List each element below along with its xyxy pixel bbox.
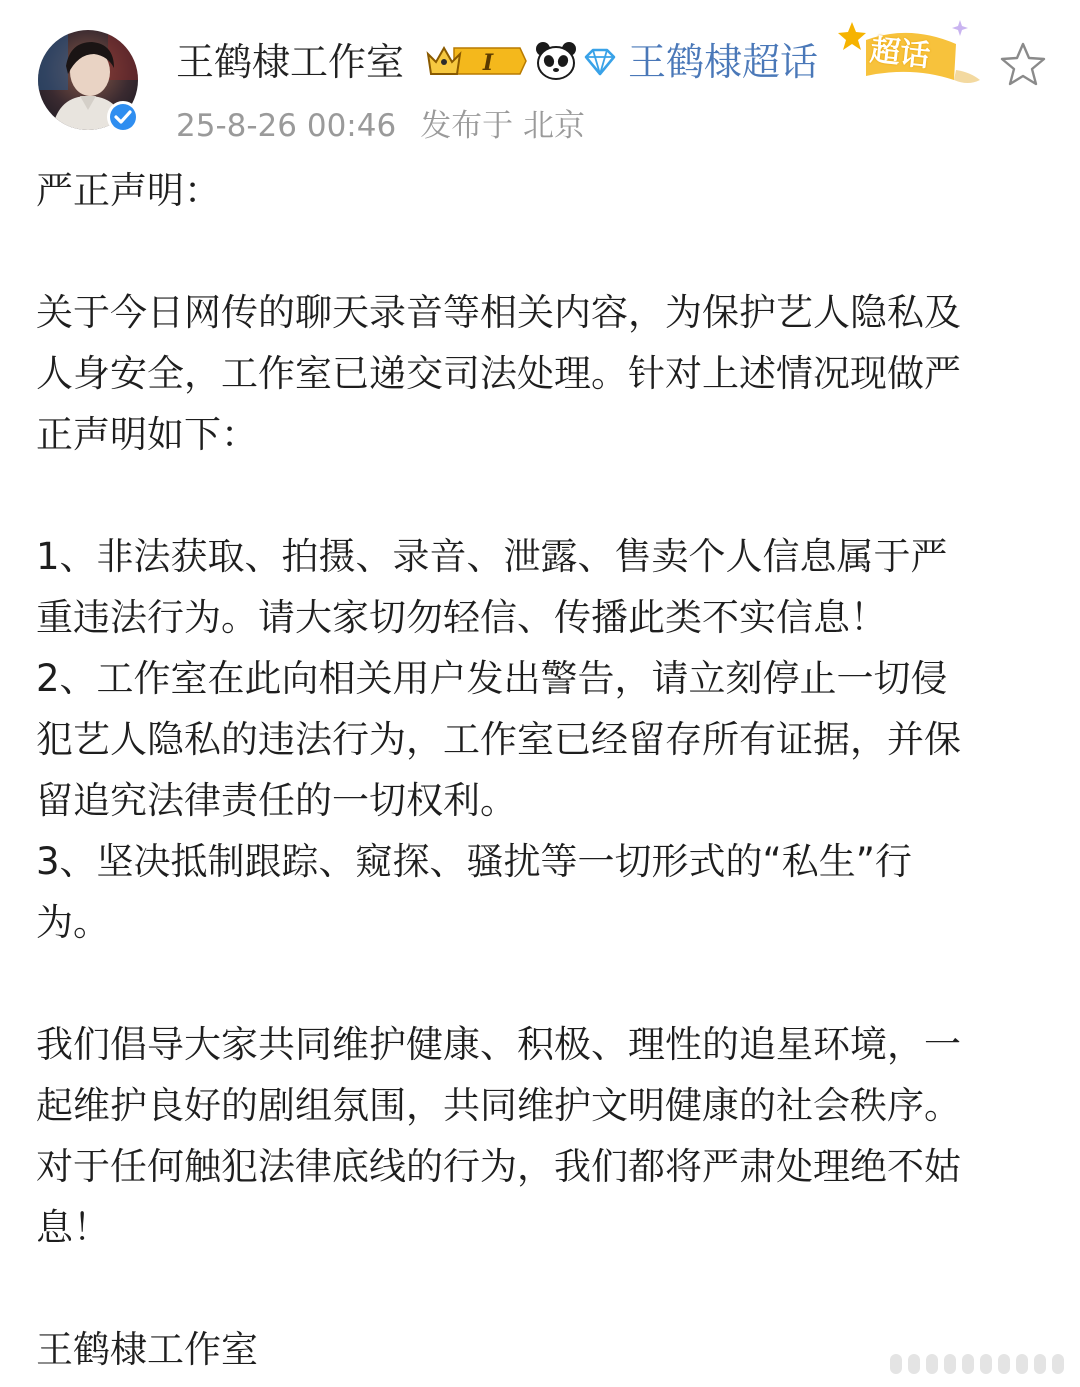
crown-badge-icon[interactable] xyxy=(424,40,528,82)
body-line: 犯艺人隐私的违法行为，工作室已经留存所有证据，并保 xyxy=(36,718,961,761)
body-line: 1、非法获取、拍摄、录音、泄露、售卖个人信息属于严 xyxy=(36,535,948,578)
body-line: 留追究法律责任的一切权利。 xyxy=(36,779,517,822)
level-badge: I xyxy=(482,50,494,76)
post-timestamp: 25-8-26 00:46 xyxy=(176,108,397,144)
super-topic-badge-label: 超话 xyxy=(868,32,932,75)
body-blank-line xyxy=(36,953,1052,1014)
body-blank-line xyxy=(36,1258,1052,1319)
body-line: 人身安全，工作室已递交司法处理。针对上述情况现做严 xyxy=(36,352,961,395)
body-line: 为。 xyxy=(36,901,110,944)
post-header xyxy=(0,0,1080,160)
body-line: 正声明如下： xyxy=(36,413,258,456)
verified-check-icon xyxy=(106,100,140,134)
body-line: 对于任何触犯法律底线的行为，我们都将严肃处理绝不姑 xyxy=(36,1145,961,1188)
body-line: 我们倡导大家共同维护健康、积极、理性的追星环境，一 xyxy=(36,1023,961,1066)
post-meta xyxy=(176,106,585,146)
body-line: 重违法行为。请大家切勿轻信、传播此类不实信息！ xyxy=(36,596,887,639)
post-location: 发布于 北京 xyxy=(420,108,586,144)
body-line: 2、工作室在此向相关用户发出警告，请立刻停止一切侵 xyxy=(36,657,948,700)
body-blank-line xyxy=(36,465,1052,526)
body-line: 3、坚决抵制跟踪、窥探、骚扰等一切形式的“私生”行 xyxy=(36,840,912,883)
post-body xyxy=(36,160,1052,1380)
diamond-icon xyxy=(582,46,618,78)
body-line: 关于今日网传的聊天录音等相关内容，为保护艺人隐私及 xyxy=(36,291,961,334)
body-line: 息！ xyxy=(36,1206,110,1249)
body-signature: 王鹤棣工作室 xyxy=(36,1328,258,1371)
watermark-bars xyxy=(890,1352,1070,1376)
body-line: 严正声明： xyxy=(36,169,221,212)
body-blank-line xyxy=(36,221,1052,282)
panda-icon xyxy=(534,40,578,82)
star-outline-icon[interactable] xyxy=(998,40,1048,88)
super-topic-link[interactable]: 王鹤棣超话 xyxy=(628,40,819,84)
body-line: 起维护良好的剧组氛围，共同维护文明健康的社会秩序。 xyxy=(36,1084,961,1127)
author-name[interactable]: 王鹤棣工作室 xyxy=(176,40,405,84)
